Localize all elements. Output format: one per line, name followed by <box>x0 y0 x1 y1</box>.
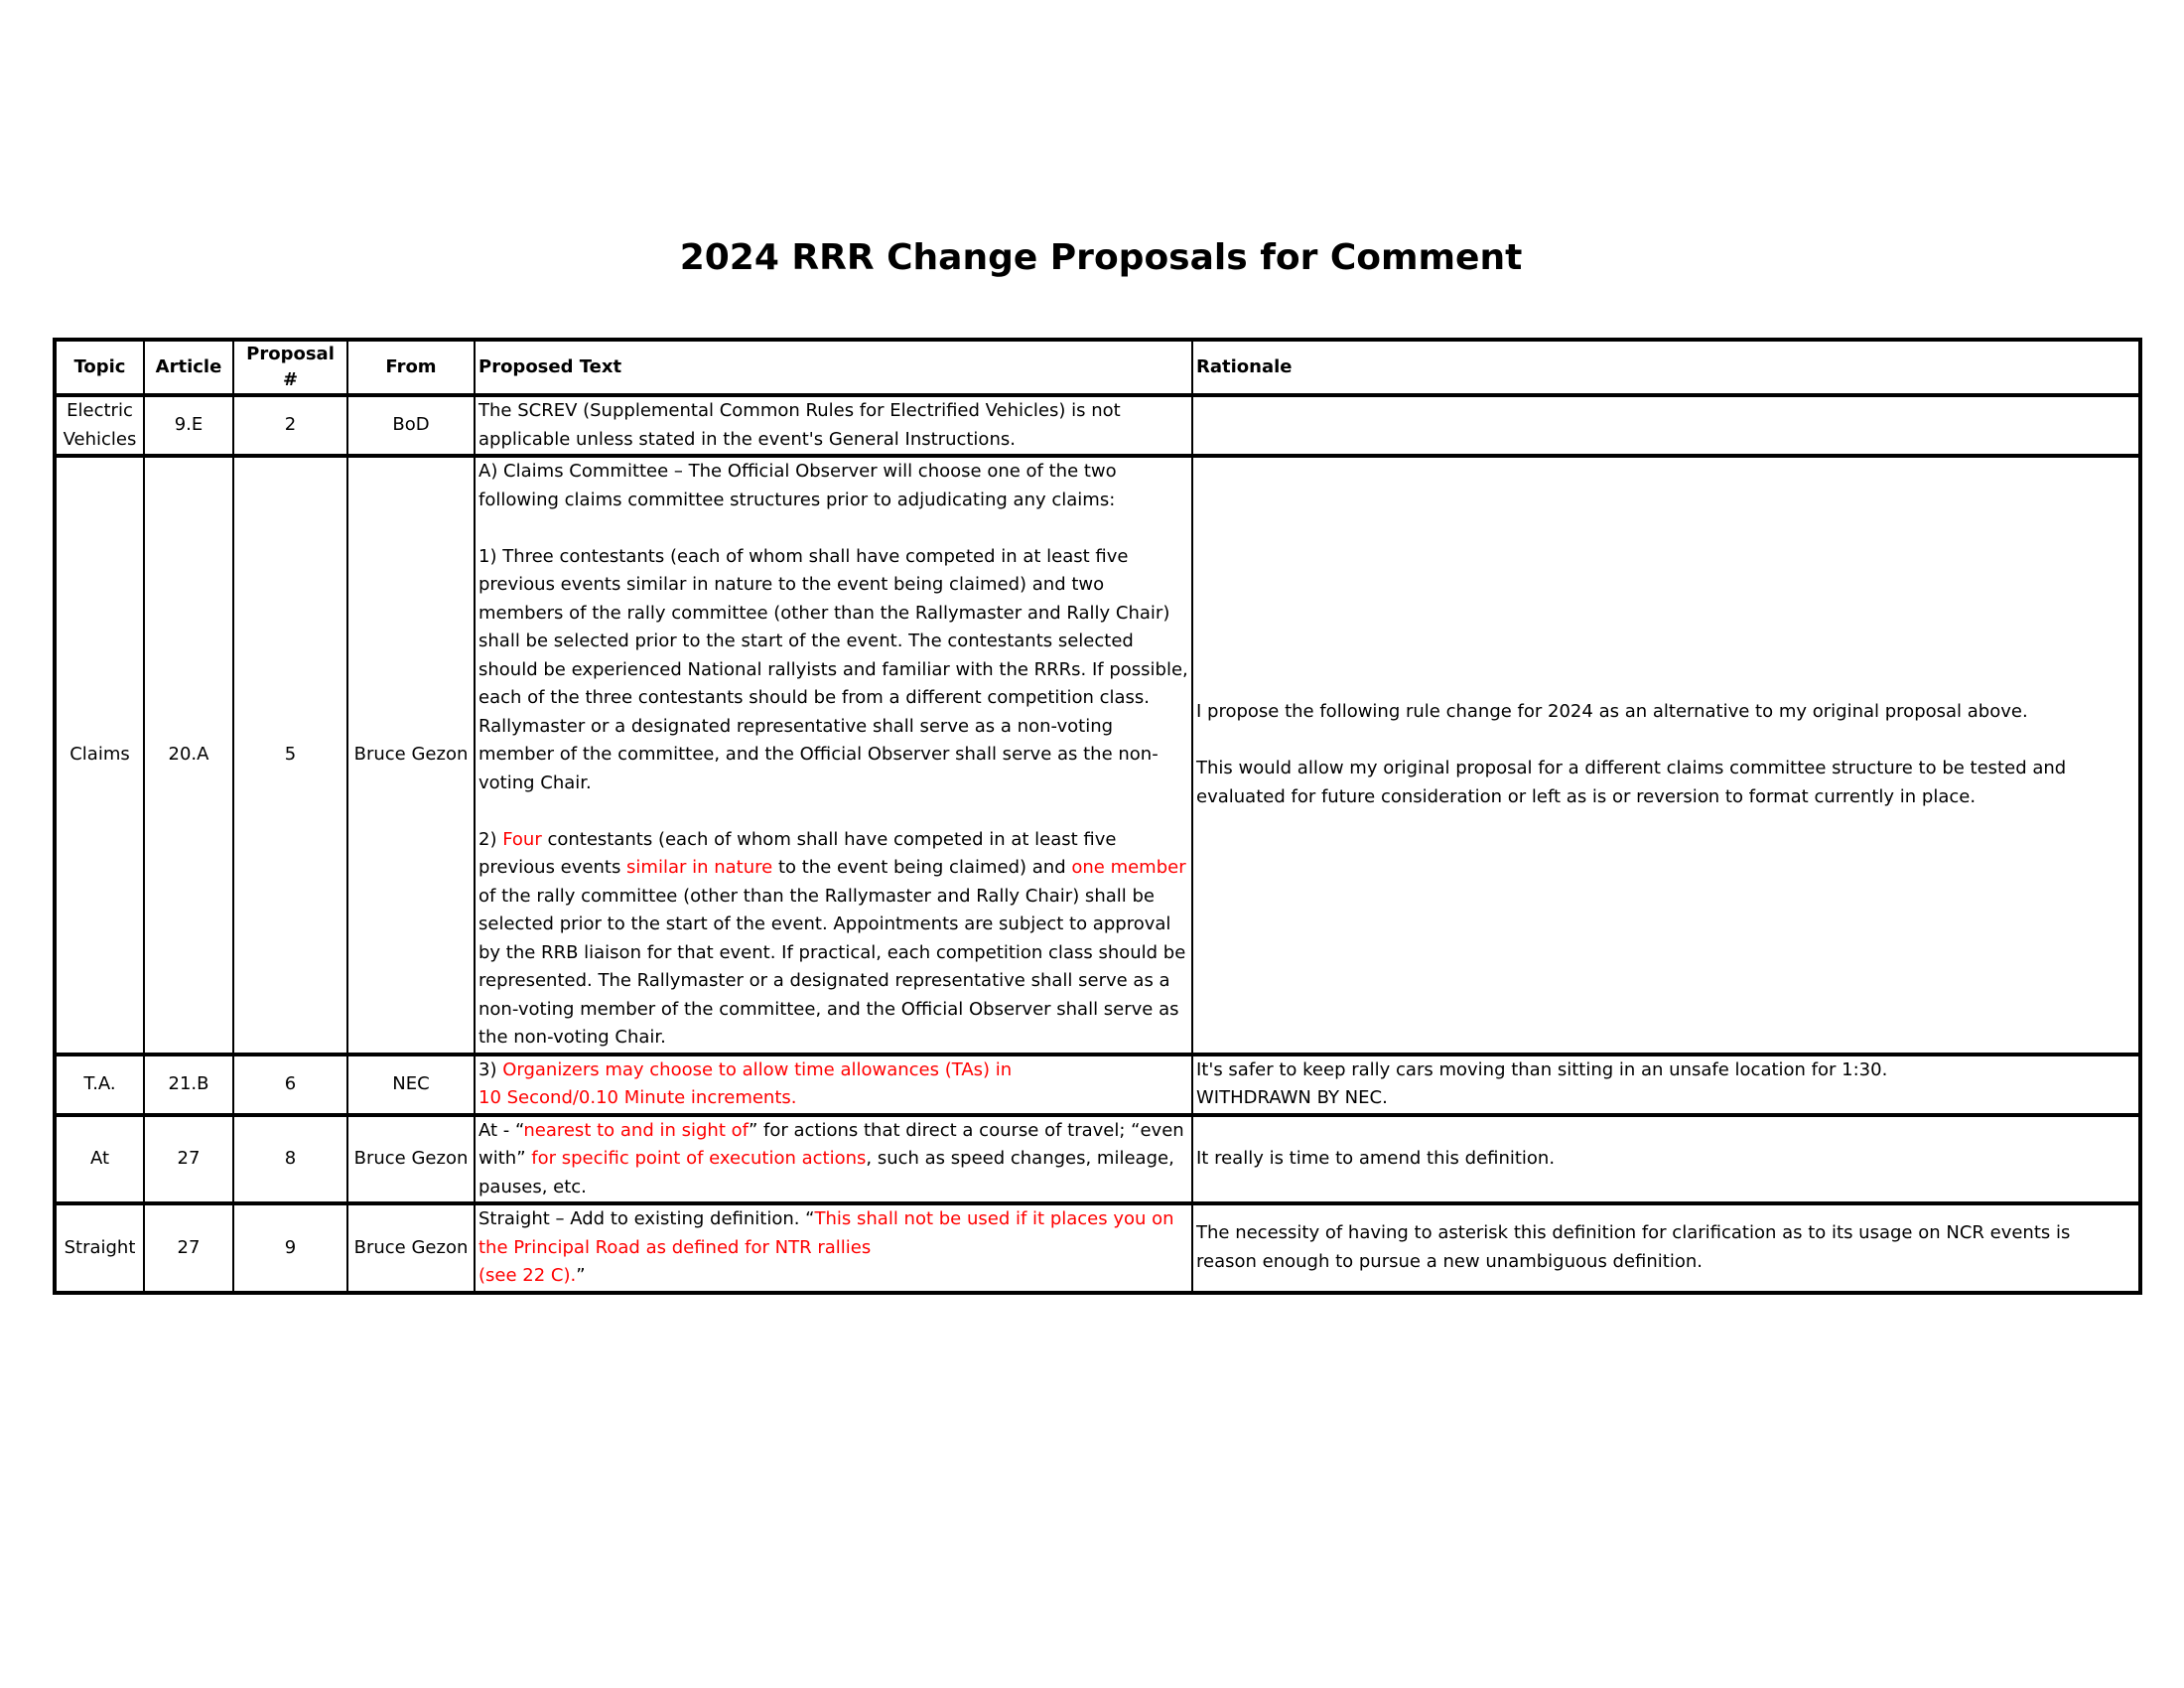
cell-article: 20.A <box>144 456 233 1055</box>
highlighted-text: for specific point of execution actions <box>531 1148 867 1169</box>
cell-article: 27 <box>144 1203 233 1293</box>
cell-article: 9.E <box>144 395 233 456</box>
cell-topic: Electric Vehicles <box>55 395 144 456</box>
page-title: 2024 RRR Change Proposals for Comment <box>679 237 1523 278</box>
highlighted-text: Organizers may choose to allow time allowances (TAs) in <box>502 1058 1013 1080</box>
cell-rationale: I propose the following rule change for 2024 as an alternative to my original proposal above. This would allow my original proposal for a different claims committee structure to be tested and evaluated for future consideration or left as is or reversion to format currently in place. <box>1192 456 2140 1055</box>
cell-proposal: 5 <box>233 456 347 1055</box>
highlighted-text: Four <box>502 828 542 850</box>
cell-topic: T.A. <box>55 1055 144 1115</box>
cell-article: 27 <box>144 1115 233 1204</box>
highlighted-text: 10 Second/0.10 Minute increments. <box>478 1087 797 1108</box>
cell-proposal: 9 <box>233 1203 347 1293</box>
column-header-topic: Topic <box>55 340 144 395</box>
proposals-table <box>53 338 2142 1295</box>
column-header-proposal: Proposal # <box>233 340 347 395</box>
cell-from: BoD <box>347 395 475 456</box>
table-row <box>55 1055 2140 1115</box>
table-header-row <box>55 340 2140 395</box>
highlighted-text: one member <box>1071 857 1186 878</box>
cell-proposed-text: The SCREV (Supplemental Common Rules for Electrified Vehicles) is not applicable unless stated in the event's General Instructions. <box>475 395 1192 456</box>
cell-proposed-text: 3) Organizers may choose to allow time allowances (TAs) in 10 Second/0.10 Minute increments. <box>475 1055 1192 1115</box>
claims-option-1-paragraph: 1) Three contestants (each of whom shall have competed in at least five previous events similar in nature to the event being claimed) and two members of the rally committee (other than the Rallymaster and Rally Chair) shall be selected prior to the start of the event. The contestants selected should be experienced National rallyists and familiar with the RRRs. If possible, each of the three contestants should be from a different competition class. Rallymaster or a designated representative shall serve as a non-voting member of the committee, and the Official Observer shall serve as the non-voting Chair. <box>478 545 1188 793</box>
cell-proposed-text: Straight – Add to existing definition. “This shall not be used if it places you on the Principal Road as defined for NTR rallies (see 22 C).” <box>475 1203 1192 1293</box>
withdrawn-notice: WITHDRAWN BY NEC. <box>1196 1087 1388 1108</box>
cell-topic: At <box>55 1115 144 1204</box>
cell-rationale: The necessity of having to asterisk this definition for clarification as to its usage on NCR events is reason enough to pursue a new unambiguous definition. <box>1192 1203 2140 1293</box>
table-row <box>55 1203 2140 1293</box>
cell-topic: Straight <box>55 1203 144 1293</box>
cell-topic: Claims <box>55 456 144 1055</box>
cell-proposal: 2 <box>233 395 347 456</box>
cell-article: 21.B <box>144 1055 233 1115</box>
claims-intro-paragraph: A) Claims Committee – The Official Observer will choose one of the two following claims committee structures prior to adjudicating any claims: <box>478 461 1117 510</box>
cell-from: Bruce Gezon <box>347 456 475 1055</box>
cell-proposal: 8 <box>233 1115 347 1204</box>
cell-from: NEC <box>347 1055 475 1115</box>
highlighted-text: (see 22 C). <box>478 1265 577 1286</box>
highlighted-text: similar in nature <box>626 857 773 878</box>
column-header-proposed-text: Proposed Text <box>475 340 1192 395</box>
claims-option-2-paragraph: 2) Four contestants (each of whom shall have competed in at least five previous events similar in nature to the event being claimed) and one member of the rally committee (other than the Rallymaster and Rally Chair) shall be selected prior to the start of the event. Appointments are subject to approval by the RRB liaison for that event. If practical, each competition class should be represented. The Rallymaster or a designated representative shall serve as a non-voting member of the committee, and the Official Observer shall serve as the non-voting Chair. <box>478 828 1186 1048</box>
cell-from: Bruce Gezon <box>347 1203 475 1293</box>
table-row <box>55 1115 2140 1204</box>
table-row <box>55 456 2140 1055</box>
cell-proposed-text <box>475 456 1192 1055</box>
cell-from: Bruce Gezon <box>347 1115 475 1204</box>
column-header-from: From <box>347 340 475 395</box>
highlighted-text: nearest to and in sight of <box>523 1119 749 1141</box>
cell-proposal: 6 <box>233 1055 347 1115</box>
column-header-rationale: Rationale <box>1192 340 2140 395</box>
cell-proposed-text: At - “nearest to and in sight of” for actions that direct a course of travel; “even with” for specific point of execution actions, such as speed changes, mileage, pauses, etc. <box>475 1115 1192 1204</box>
highlighted-text: This shall not be used if it places you on the Principal Road as defined for NTR rallies <box>478 1208 1174 1258</box>
cell-rationale <box>1192 395 2140 456</box>
cell-rationale: It really is time to amend this definition. <box>1192 1115 2140 1204</box>
table-row <box>55 395 2140 456</box>
column-header-article: Article <box>144 340 233 395</box>
cell-rationale: It's safer to keep rally cars moving than sitting in an unsafe location for 1:30. WITHDRAWN BY NEC. <box>1192 1055 2140 1115</box>
